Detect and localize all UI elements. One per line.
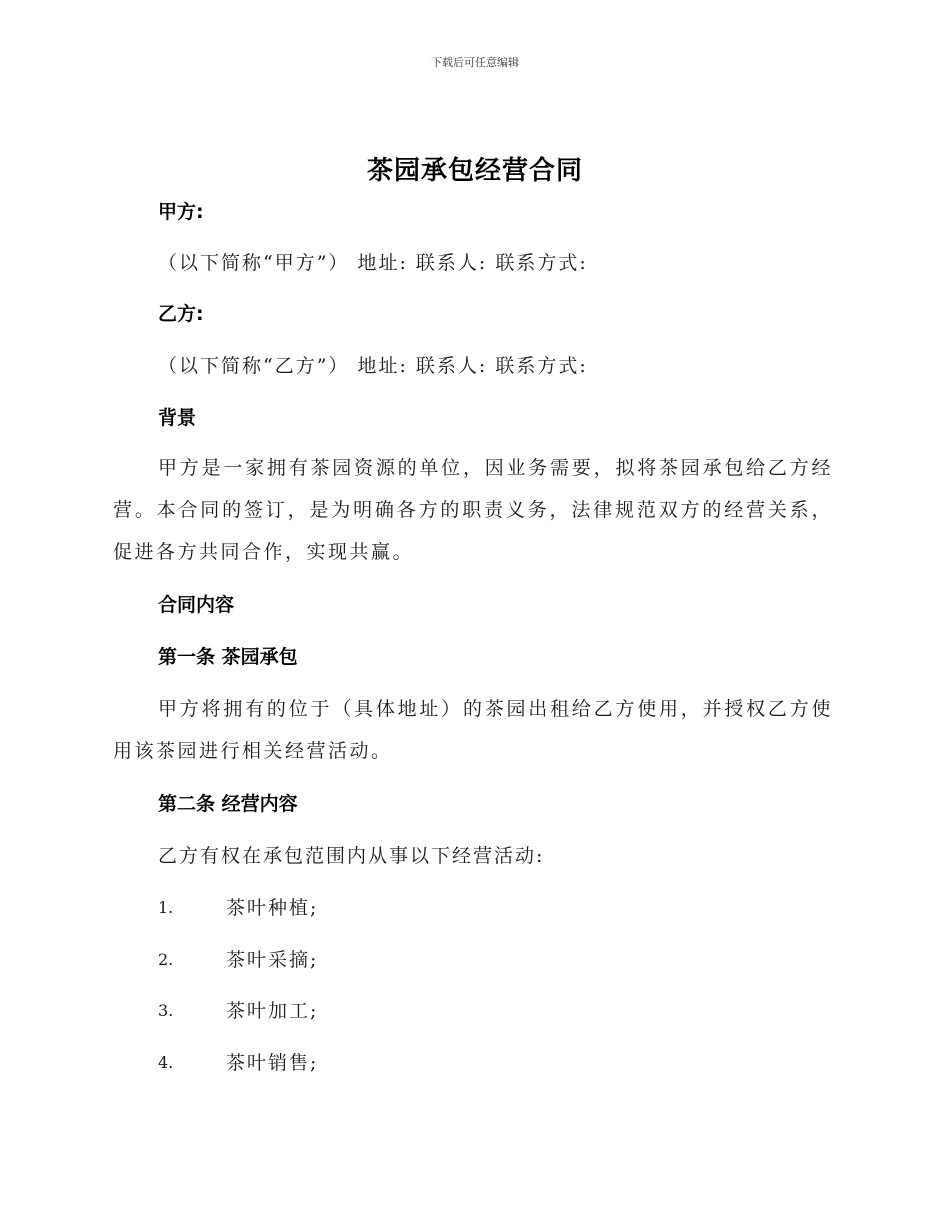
- party-b-label: 乙方:: [158, 303, 204, 325]
- list-item-text: 茶叶种植;: [226, 897, 319, 919]
- article-2-heading: 第二条 经营内容: [158, 793, 298, 815]
- article-1-heading: 第一条 茶园承包: [158, 646, 298, 668]
- party-a-label: 甲方:: [158, 201, 204, 223]
- background-paragraph: 甲方是一家拥有茶园资源的单位，因业务需要，拟将茶园承包给乙方经营。本合同的签订，是为明确各方的职责义务，法律规范双方的经营关系，促进各方共同合作，实现共赢。: [113, 457, 833, 563]
- list-item-number: 3.: [158, 1001, 174, 1020]
- list-item-number: 4.: [158, 1053, 174, 1072]
- list-item-text: 茶叶销售;: [226, 1052, 319, 1074]
- header-note: 下载后可任意编辑: [431, 56, 519, 69]
- party-a-detail: （以下简称“甲方”） 地址: 联系人: 联系方式:: [158, 252, 588, 274]
- list-item-number: 1.: [158, 898, 174, 917]
- list-item-number: 2.: [158, 950, 174, 969]
- list-item-text: 茶叶加工;: [226, 1000, 319, 1022]
- background-heading: 背景: [158, 407, 197, 429]
- contract-content-heading: 合同内容: [158, 594, 235, 616]
- list-item-text: 茶叶采摘;: [226, 949, 319, 971]
- article-1-paragraph: 甲方将拥有的位于（具体地址）的茶园出租给乙方使用，并授权乙方使用该茶园进行相关经营活动。: [113, 698, 833, 762]
- party-b-detail: （以下简称“乙方”） 地址: 联系人: 联系方式:: [158, 355, 588, 377]
- article-2-intro: 乙方有权在承包范围内从事以下经营活动:: [158, 845, 545, 867]
- page-title: 茶园承包经营合同: [366, 156, 583, 186]
